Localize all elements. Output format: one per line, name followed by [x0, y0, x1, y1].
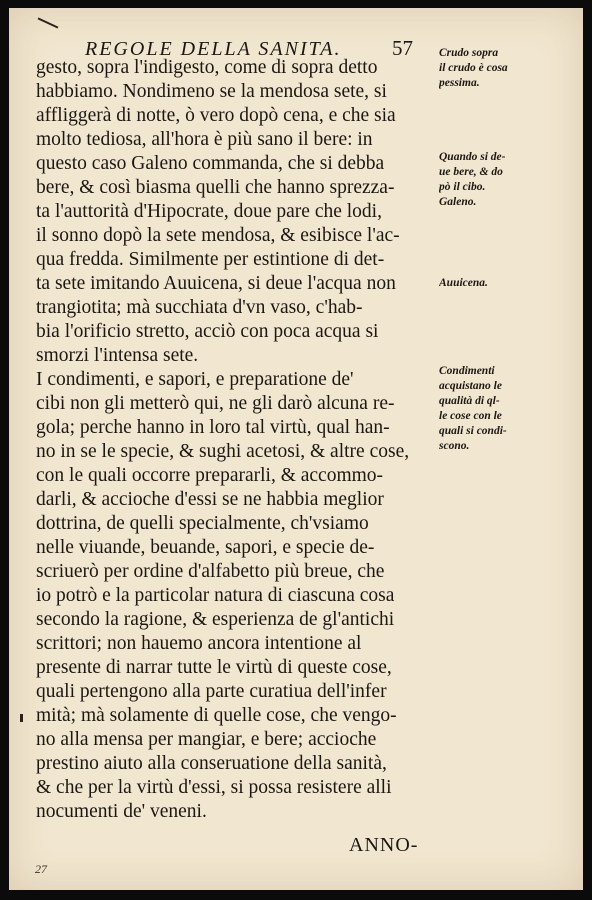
text-line: prestino aiuto alla conseruatione della sanità, [36, 753, 387, 774]
margin-note-line: il crudo è cosa [439, 62, 508, 74]
text-line: mità; mà solamente di quelle cose, che vengo- [36, 705, 397, 726]
catchword: ANNO- [349, 834, 419, 856]
margin-note-line: Auuicena. [439, 277, 488, 289]
running-head: REGOLE DELLA SANITA. [85, 38, 342, 60]
text-line: trangiotita; mà succhiata d'vn vaso, c'hab- [36, 297, 363, 318]
text-line: gola; perche hanno in loro tal virtù, qual han- [36, 417, 390, 438]
margin-note-line: scono. [439, 440, 470, 452]
margin-note-line: pessima. [439, 77, 480, 89]
text-line: no in se le specie, & sughi acetosi, & altre cose, [36, 441, 410, 462]
signature-mark: 27 [35, 862, 47, 876]
text-line: habbiamo. Nondimeno se la mendosa sete, si [36, 81, 387, 102]
margin-note [439, 46, 559, 91]
margin-note-line: ue bere, & do [439, 166, 503, 178]
text-line: I condimenti, e sapori, e preparatione de' [36, 369, 354, 390]
margin-note-line: qualità di ql- [439, 395, 500, 407]
text-line: smorzi l'intensa sete. [36, 345, 199, 366]
corner-ornament [38, 17, 59, 28]
text-line: quali pertengono alla parte curatiua dell'infer [36, 681, 387, 702]
text-line: ta l'auttorità d'Hipocrate, doue pare che lodi, [36, 201, 382, 222]
text-line: secondo la ragione, & esperienza de gl'antichi [36, 609, 395, 630]
text-line: bia l'orificio stretto, acciò con poca acqua si [36, 321, 379, 342]
text-line: scriuerò per ordine d'alfabetto più breue, che [36, 561, 385, 582]
page-number: 57 [392, 36, 413, 60]
text-line: gesto, sopra l'indigesto, come di sopra detto [36, 57, 378, 78]
margin-note-line: Galeno. [439, 196, 477, 208]
margin-note [439, 150, 559, 210]
text-line: io potrò e la particolar natura di ciascuna cosa [36, 585, 395, 606]
margin-note-line: quali si condi- [439, 425, 507, 437]
text-line: nocumenti de' veneni. [36, 801, 207, 822]
text-line: questo caso Galeno commanda, che si debba [36, 153, 385, 174]
text-line: con le quali occorre prepararli, & accommo- [36, 465, 384, 486]
text-line: dottrina, de quelli specialmente, ch'vsiamo [36, 513, 369, 534]
text-line: cibi non gli metterò qui, ne gli darò alcuna re- [36, 393, 395, 414]
text-line: scrittori; non hauemo ancora intentione al [36, 633, 362, 654]
book-page [9, 8, 583, 890]
margin-note [439, 276, 559, 291]
text-line: molto tediosa, all'hora è più sano il bere: in [36, 129, 373, 150]
margin-note [439, 364, 559, 454]
text-line: qua fredda. Similmente per estintione di det- [36, 249, 385, 270]
margin-note-line: Crudo sopra [439, 47, 499, 59]
margin-note-line: Quando si de- [439, 151, 506, 163]
margin-note-line: pò il cibo. [439, 181, 486, 193]
text-line: ta sete imitando Auuicena, si deue l'acqua non [36, 273, 396, 294]
margin-note-line: Condimenti [439, 365, 495, 377]
text-line: no alla mensa per mangiar, e bere; accioche [36, 729, 377, 750]
text-line: affliggerà di notte, ò vero dopò cena, e che sia [36, 105, 396, 126]
text-line: presente di narrar tutte le virtù di queste cose, [36, 657, 392, 678]
margin-note-line: le cose con le [439, 410, 502, 422]
text-line: bere, & così biasma quelli che hanno sprezza- [36, 177, 395, 198]
text-line: darli, & accioche d'essi se ne habbia meglior [36, 489, 384, 510]
margin-mark [20, 714, 23, 722]
text-line: nelle viuande, beuande, sapori, e specie de- [36, 537, 375, 558]
text-line: & che per la virtù d'essi, si possa resistere alli [36, 777, 392, 798]
margin-note-line: acquistano le [439, 380, 502, 392]
text-line: il sonno dopò la sete mendosa, & esibisce l'ac- [36, 225, 400, 246]
